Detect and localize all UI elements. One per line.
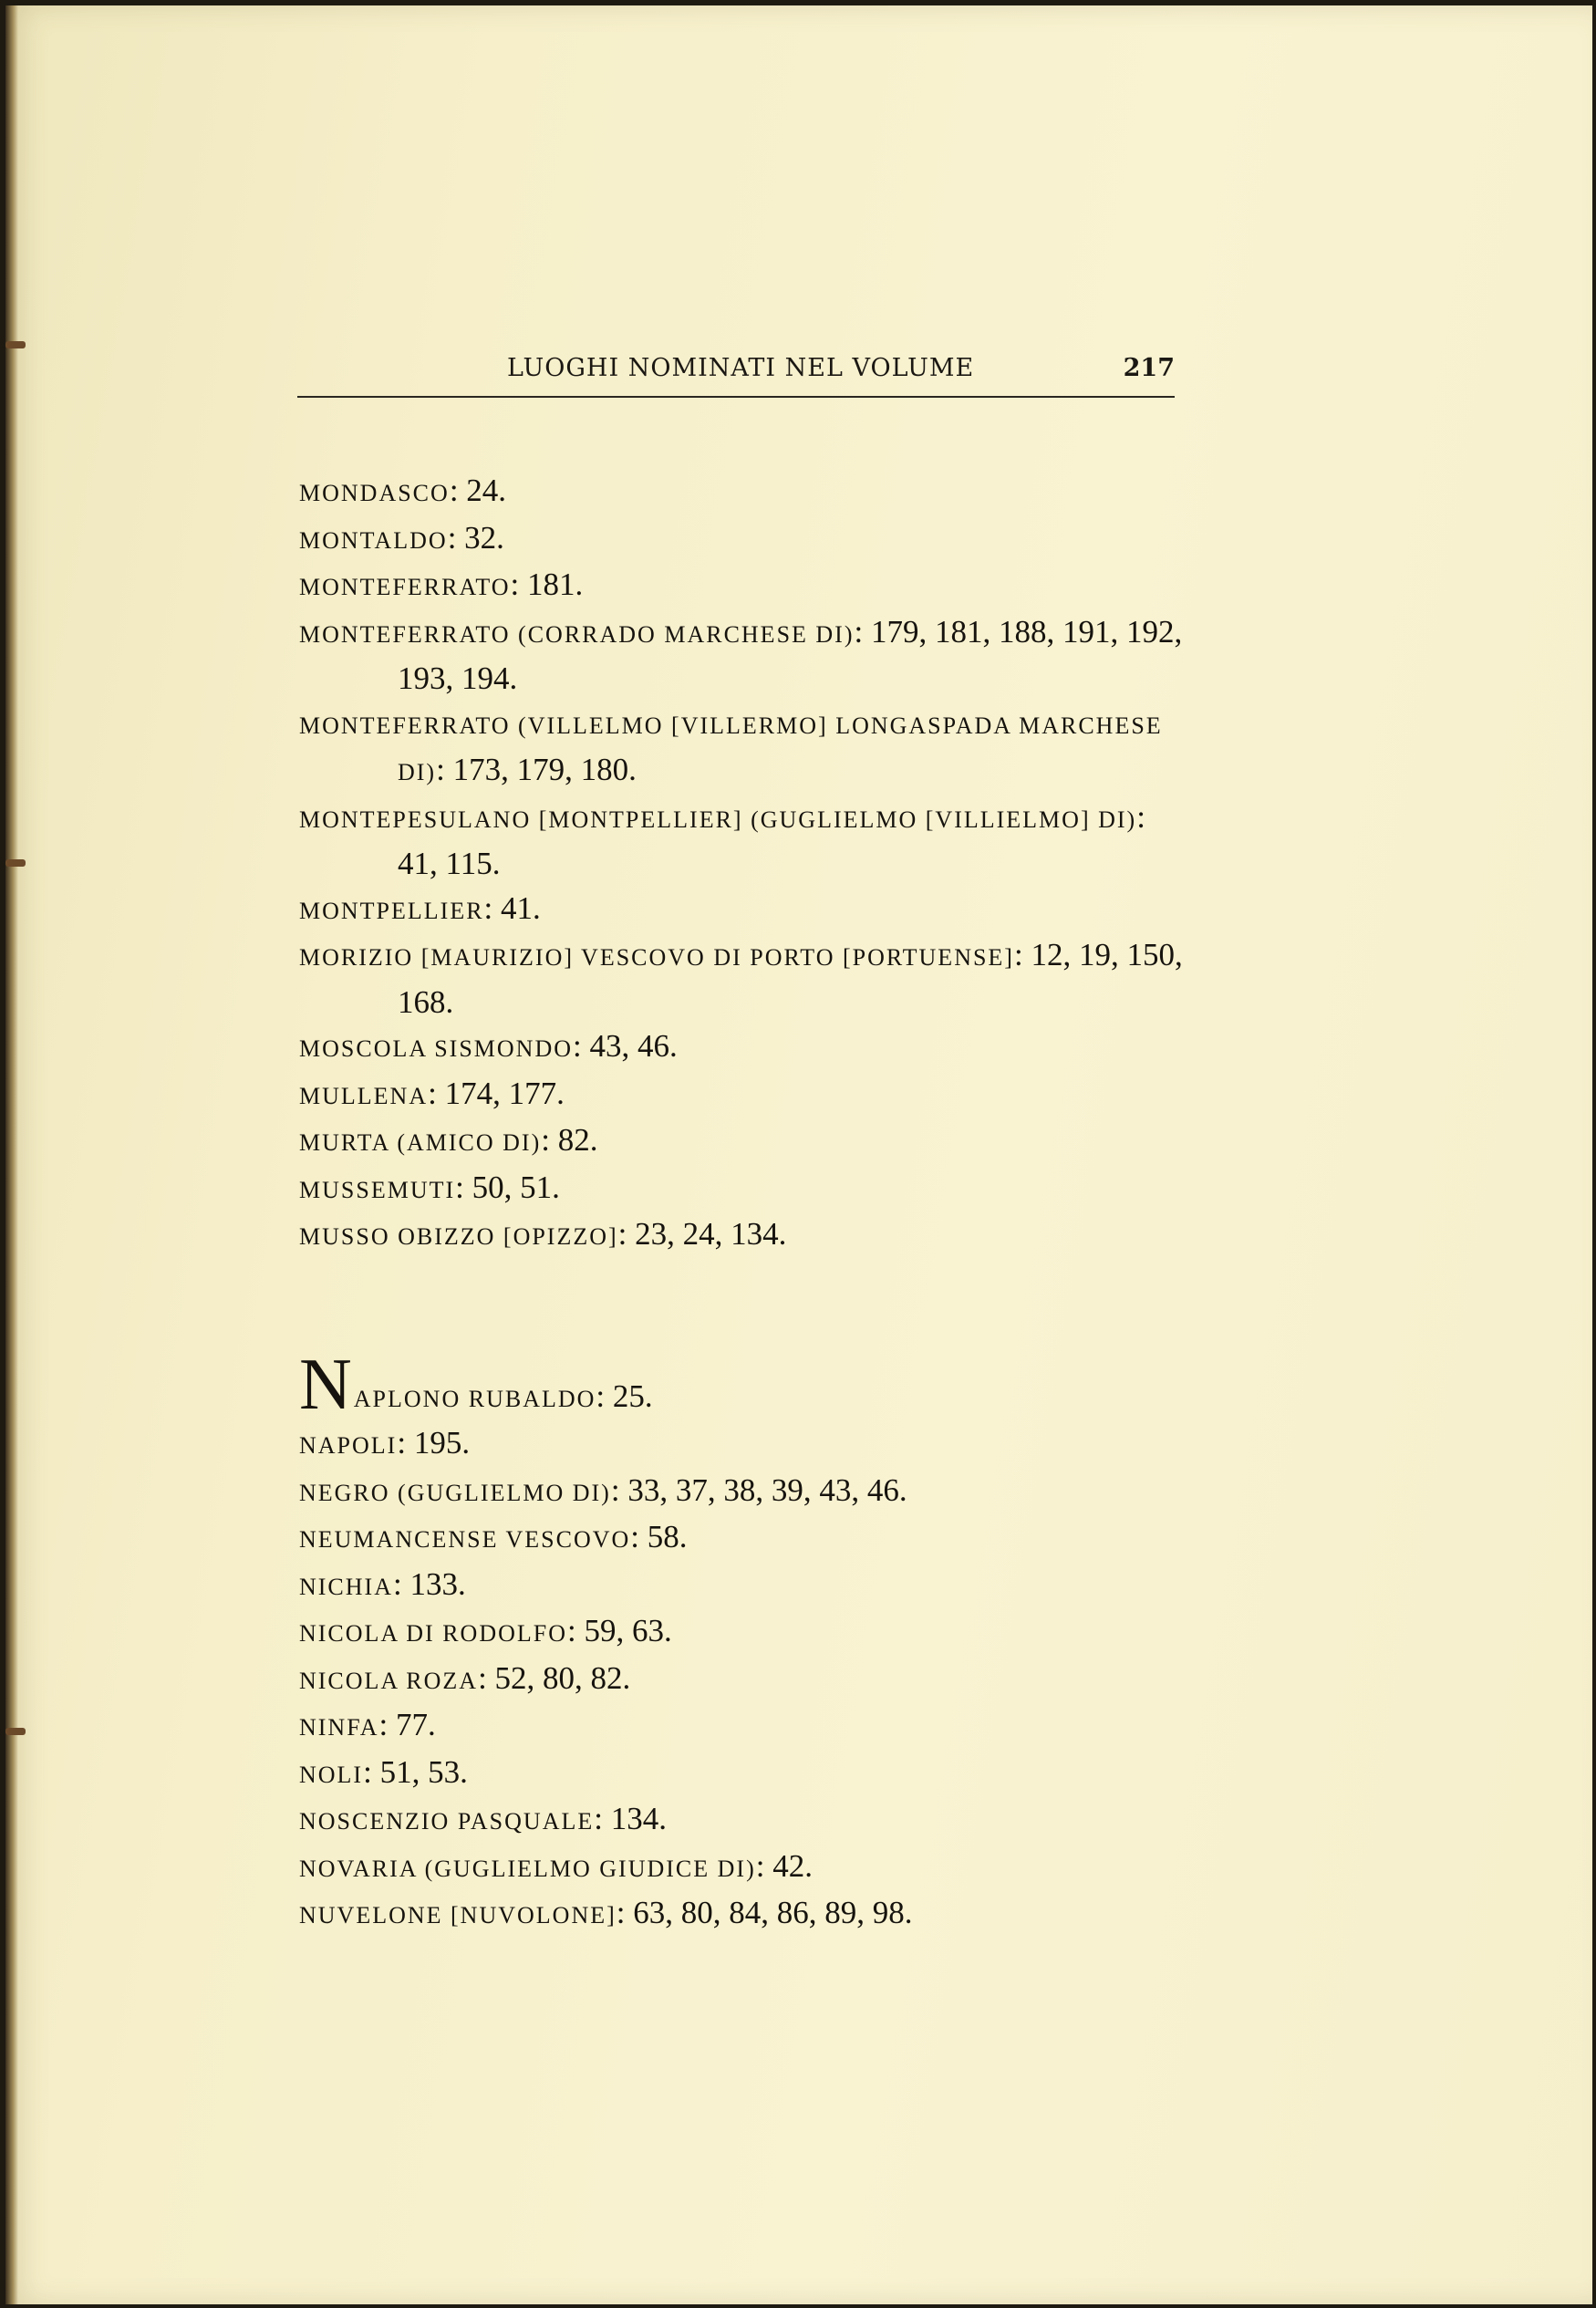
index-entry <box>299 1421 1193 1469</box>
entry-name: NINFA <box>299 1714 379 1741</box>
entry-refs: : 24. <box>449 473 507 508</box>
entry-refs: : 82. <box>541 1122 598 1158</box>
book-page <box>5 5 1592 2304</box>
index-entry <box>299 1515 1193 1563</box>
entry-refs: : 23, 24, 134. <box>617 1216 787 1252</box>
entry-name: MONTALDO <box>299 526 448 554</box>
entry-refs: : 25. <box>596 1378 653 1414</box>
entry-name: MUSSEMUTI <box>299 1176 456 1203</box>
running-title: LUOGHI NOMINATI NEL VOLUME <box>507 354 975 382</box>
entry-refs: : 52, 80, 82. <box>478 1659 631 1696</box>
index-entry <box>299 795 1193 887</box>
index-entry <box>299 1609 1193 1657</box>
entry-name: NICOLA ROZA <box>299 1667 479 1694</box>
entry-name: NEUMANCENSE VESCOVO <box>299 1526 631 1553</box>
binding-stitch <box>5 859 26 867</box>
index-entry <box>299 1072 1193 1119</box>
entry-name: NOSCENZIO PASQUALE <box>299 1808 595 1835</box>
entry-name: NAPOLI <box>299 1432 398 1459</box>
entry-name: MONTPELLIER <box>299 897 484 924</box>
index-entry <box>299 1845 1193 1892</box>
entry-name: NOLI <box>299 1761 364 1788</box>
index-entry <box>299 1657 1193 1704</box>
entry-name: NICHIA <box>299 1573 393 1600</box>
index-entry <box>299 1703 1193 1751</box>
index-entry <box>299 1563 1193 1610</box>
index-entry <box>299 1891 1193 1939</box>
entry-refs: : 41. <box>483 889 541 926</box>
section-divider <box>299 1260 1193 1358</box>
index-entry <box>299 516 1193 564</box>
entry-name: NUVELONE [NUVOLONE] <box>299 1902 617 1929</box>
index-entry <box>299 1344 1193 1425</box>
index-entry <box>299 702 1193 795</box>
entry-name: MUSSO OBIZZO [OPIZZO] <box>299 1223 618 1250</box>
entry-name: NEGRO (GUGLIELMO DI) <box>299 1479 611 1506</box>
entry-refs: : 174, 177. <box>428 1075 565 1111</box>
index-entry <box>299 1212 1193 1260</box>
entry-refs: : 42. <box>755 1847 813 1884</box>
entry-name: APLONO RUBALDO <box>353 1385 596 1412</box>
page-header <box>297 348 1175 398</box>
entry-name: MOSCOLA SISMONDO <box>299 1035 573 1062</box>
entry-refs: : 33, 37, 38, 39, 43, 46. <box>610 1471 907 1508</box>
index-entries <box>299 469 1193 1939</box>
binding-edge <box>5 5 18 2304</box>
binding-stitch <box>5 1728 26 1735</box>
entry-refs: : 12, 19, 150, 168. <box>398 937 1183 1020</box>
entry-refs: : 50, 51. <box>455 1169 560 1205</box>
entry-refs: : 195. <box>397 1425 471 1461</box>
entry-name: MONTEFERRATO (CORRADO MARCHESE DI) <box>299 620 855 648</box>
index-entry <box>299 1751 1193 1798</box>
index-entry <box>299 469 1193 516</box>
index-entry <box>299 887 1193 934</box>
entry-name: MORIZIO [MAURIZIO] VESCOVO DI PORTO [PORTUENSE] <box>299 944 1014 971</box>
entry-refs: : 41, 115. <box>398 798 1145 881</box>
entry-name: NOVARIA (GUGLIELMO GIUDICE DI) <box>299 1855 756 1882</box>
entry-refs: : 173, 179, 180. <box>436 752 637 787</box>
entry-name: MONTEPESULANO [MONTPELLIER] (GUGLIELMO [VILLIELMO] DI) <box>299 806 1137 833</box>
index-entry <box>299 610 1193 702</box>
index-entry <box>299 1118 1193 1166</box>
index-entry <box>299 1166 1193 1213</box>
index-entry <box>299 1469 1193 1516</box>
entry-refs: : 181. <box>510 567 584 602</box>
entry-name: MURTA (AMICO DI) <box>299 1129 542 1156</box>
entry-refs: : 58. <box>630 1519 688 1554</box>
entry-refs: : 134. <box>594 1801 667 1836</box>
entry-refs: : 59, 63. <box>567 1613 672 1648</box>
index-entry <box>299 1797 1193 1845</box>
entry-refs: : 51, 53. <box>363 1753 468 1790</box>
entry-name: MONDASCO <box>299 480 450 506</box>
entry-refs: : 63, 80, 84, 86, 89, 98. <box>616 1895 913 1930</box>
entry-name: MULLENA <box>299 1082 429 1109</box>
binding-stitch <box>5 341 26 348</box>
index-entry <box>299 1024 1193 1072</box>
entry-name: NICOLA DI RODOLFO <box>299 1620 567 1647</box>
index-entry <box>299 563 1193 610</box>
entry-refs: : 32. <box>447 519 504 556</box>
entry-refs: : 179, 181, 188, 191, 192, 193, 194. <box>398 613 1183 696</box>
entry-refs: : 43, 46. <box>573 1028 678 1064</box>
entry-name: MONTEFERRATO (VILLELMO [VILLERMO] LONGASPADA MARCHESE DI) <box>299 712 1163 785</box>
page-number: 217 <box>1123 354 1175 382</box>
drop-cap: N <box>299 1344 352 1425</box>
entry-refs: : 77. <box>378 1707 436 1742</box>
entry-refs: : 133. <box>393 1565 466 1602</box>
index-entry <box>299 933 1193 1024</box>
entry-name: MONTEFERRATO <box>299 574 511 600</box>
